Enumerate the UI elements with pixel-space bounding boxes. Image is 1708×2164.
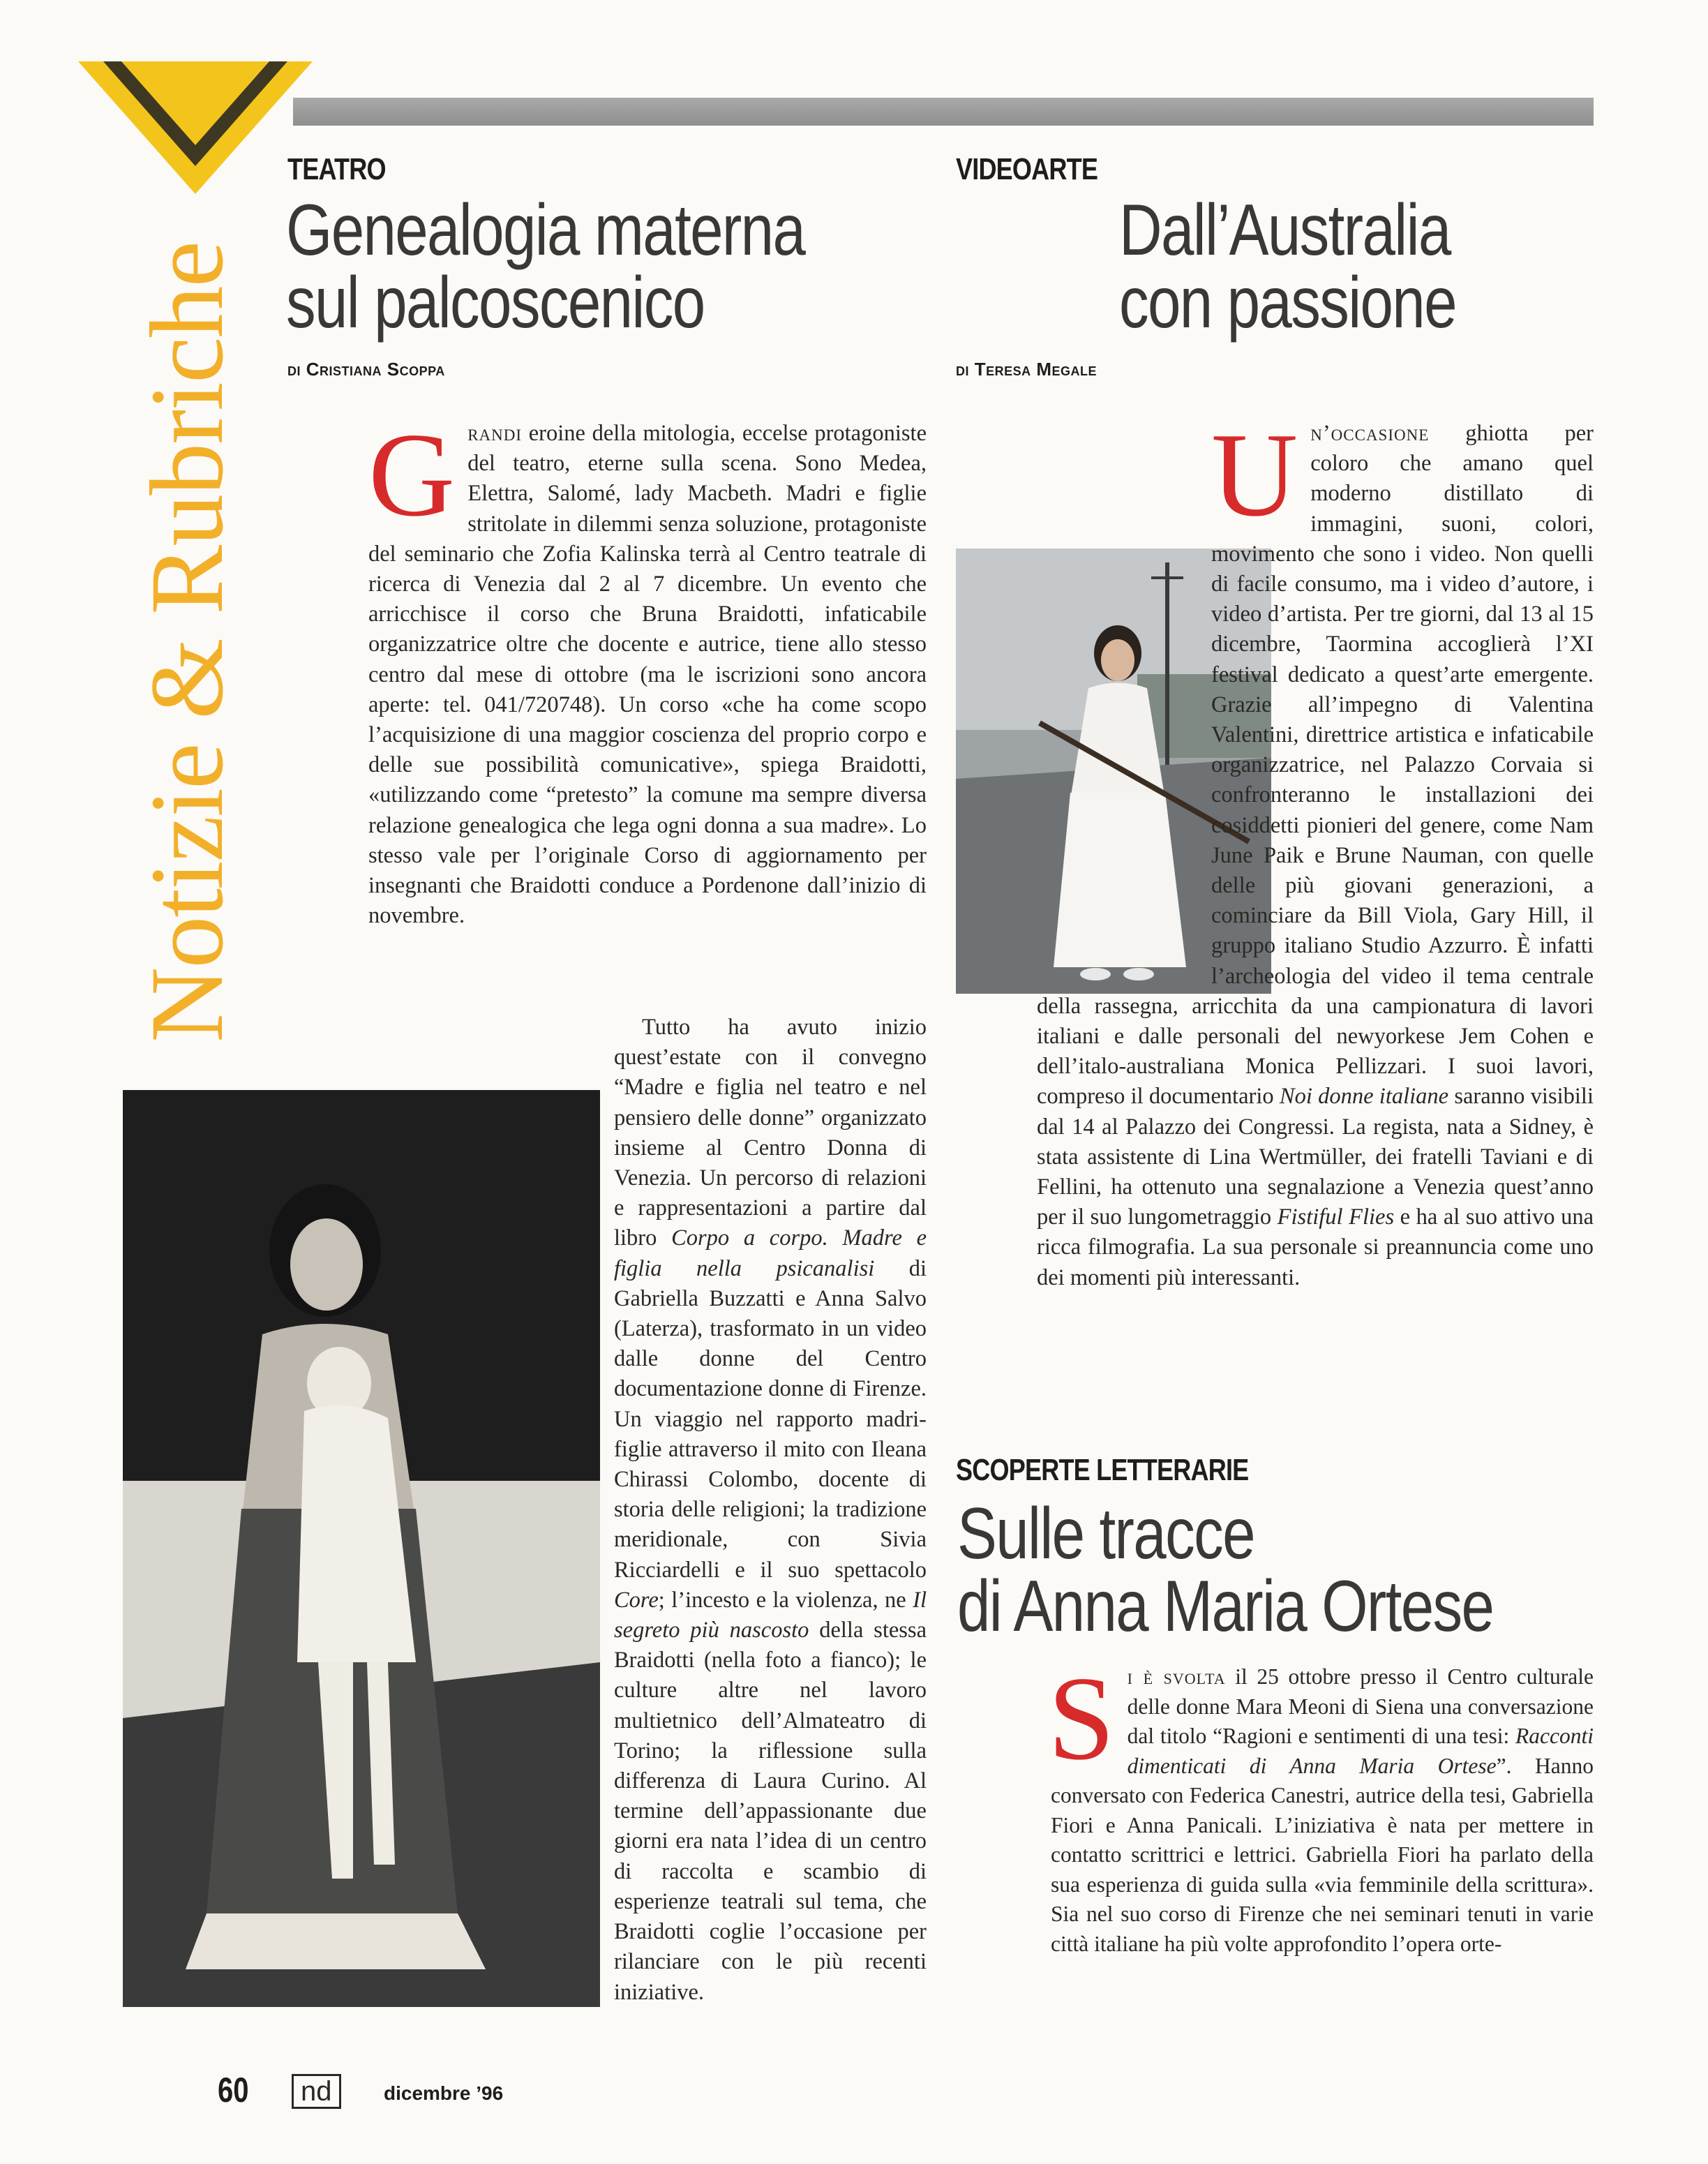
teatro-p2-intro: Tutto ha avuto inizio quest’estate con il convegno “Madre e figlia nel teatro e nel pensiero delle donne” organizzato insieme al Centro Donna di Venezia. Un percorso di relazioni e rappresentazioni a partire dal libro — [614, 1015, 927, 1251]
videoarte-lead: n’occasione — [1310, 421, 1430, 446]
teatro-p2-core: Core — [614, 1587, 659, 1613]
issue-date: dicembre ’96 — [384, 2082, 504, 2104]
teatro-title-line2: sul palcoscenico — [286, 262, 705, 343]
videoarte-byline: di Teresa Megale — [956, 359, 1098, 380]
scoperte-p1-title: Racconti dimenticati di Anna Maria Ortese — [1127, 1724, 1594, 1778]
page-number: 60 — [218, 2070, 249, 2110]
scoperte-lead: i è svolta — [1127, 1664, 1226, 1689]
teatro-p2-middle: di Gabriella Buzzatti e Anna Salvo (Laterza), trasformato in un video dalle donne del Centro documentazione donne di Firenze. Un viaggio nel rapporto madri-figlie attraverso il mito con Ileana Chirassi Colombo, docente di storia delle religioni; la tradizione meridionale, con Sivia Ricciardelli e il suo spettacolo — [614, 1255, 927, 1583]
videoarte-body — [1037, 409, 1594, 1293]
videoarte-p1-a: ghiotta per coloro che amano quel moderno distillato di immagini, suoni, colori, movimento che sono i video. Non quelli di facile consumo, ma i video d’autore, i video d’artista. Per tre giorni, dal 13 al 15 dicembre, Taormina accoglierà l’XI festival dedicato a quest’arte emergente. Grazie all’impegno di Valentina Valentini, direttrice artistica e infaticabile organizzatrice, nel Palazzo Corvaia si confronteranno le installazioni dei cosiddetti pionieri del genere, come Nam June Paik e Brune Nauman, con quelle delle più giovani generazioni, a cominciare da Bill Viola, Gary Hill, il gruppo italiano Studio Azzurro. È infatti l’archeologia del video il tema centrale della rassegna, arricchita da una campionatura di lavori italiani e dalle personali del newyorkese Jem Cohen e dell’italo-australiana Monica Pellizzari. I suoi lavori, compreso il documentario — [1037, 421, 1594, 1110]
teatro-paragraph-2 — [368, 1013, 927, 2017]
scoperte-title-line2: di Anna Maria Ortese — [957, 1566, 1494, 1647]
teatro-byline: di Cristiana Scoppa — [287, 359, 445, 380]
videoarte-p1-b: saranno visibili dal 14 al Palazzo dei Congressi. La regista, nata a Sidney, è stata assistente di Lina Wertmüller, dei fratelli Taviani e di Fellini, ha ottenuto una segnalazione a Venezia quest’anno per il suo lungometraggio — [1037, 1084, 1594, 1230]
teatro-paragraph-1: eroine della mitologia, eccelse protagoniste del teatro, eterne sulla scena. Sono Medea, Elettra, Salomé, lady Macbeth. Madri e figlie stritolate in dilemmi senza soluzione, protagoniste del seminario che Zofia Kalinska terrà al Centro teatrale di ricerca di Venezia dal 2 al 7 dicembre. Un evento che arricchisce il corso che Bruna Braidotti, infaticabile organizzatrice oltre che docente e autrice, tiene allo stesso centro dal mese di ottobre (ma le iscrizioni sono ancora aperte: tel. 041/720748). Un corso «che ha come scopo l’acquisizione di una maggior coscienza del proprio corpo e delle sue possibilità comunicative», spiega Braidotti, «utilizzando come “pretesto” la comune ma sempre diversa relazione genealogica che lega ogni donna a sua madre». Lo stesso vale per l’originale Corso di aggiornamento per insegnanti che Braidotti conduce a Pordenone dall’inizio di novembre. — [368, 421, 927, 929]
videoarte-p1-c: e ha al suo attivo una ricca filmografia. La sua personale si preannuncia come uno dei momenti più interessanti. — [1037, 1204, 1594, 1290]
scoperte-p1-b: ”. Hanno conversato con Federica Canestri, autrice della tesi, Gabriella Fiori e Anna Panicali. L’iniziativa è nata per mettere in contatto scrittrici e lettrici. Gabriella Fiori ha parlato della sua esperienza di guida sulla «via femminile della scrittura». Sia nel suo corso di Firenze che nei seminari tenuti in varie città italiane ha più volte approfondito l’opera orte- — [1051, 1753, 1594, 1956]
scoperte-p1-a: il 25 ottobre presso il Centro culturale delle donne Mara Meoni di Siena una conversazione dal titolo “Ragioni e sentimenti di una tesi: — [1127, 1664, 1594, 1748]
teatro-lead: randi — [467, 421, 523, 446]
videoarte-title-line2: con passione — [1119, 262, 1456, 343]
teatro-p2-book: Corpo a corpo. Madre e figlia nella psicanalisi — [614, 1225, 927, 1281]
videoarte-p1-film: Fistiful Flies — [1277, 1204, 1395, 1230]
scoperte-body — [1048, 1652, 1594, 1959]
scoperte-dropcap: S — [1048, 1652, 1115, 1785]
teatro-body-top — [368, 409, 927, 931]
teatro-p2-end: della stessa Braidotti (nella foto a fianco); le culture altre nel lavoro multietnico dell’Almateatro di Torino; la riflessione sulla differenza di Laura Curino. Al termine dell’appassionante due giorni era nata l’idea di un centro di raccolta e scambio di esperienze teatrali sul tema, che Braidotti coglie l’occasione per rilanciare con le più recenti iniziative. — [614, 1618, 927, 2005]
section-triangle-icon — [78, 61, 313, 194]
videoarte-kicker: VIDEOARTE — [956, 152, 1098, 186]
teatro-kicker: TEATRO — [287, 152, 386, 186]
videoarte-p1-doc: Noi donne italiane — [1279, 1084, 1449, 1110]
magazine-logo: nd — [292, 2074, 341, 2109]
teatro-dropcap: G — [368, 409, 456, 542]
videoarte-dropcap: U — [1211, 409, 1298, 542]
scoperte-title-line1: Sulle tracce — [957, 1493, 1254, 1574]
header-rule — [293, 98, 1594, 126]
scoperte-kicker: SCOPERTE LETTERARIE — [956, 1453, 1249, 1487]
videoarte-title-line1: Dall’Australia — [1119, 190, 1451, 271]
teatro-p2-segreto: Il segreto più nascosto — [614, 1587, 927, 1643]
teatro-p2-incesto: ; l’incesto e la violenza, ne — [658, 1587, 913, 1613]
section-title: Notizie & Rubriche — [129, 241, 245, 1043]
teatro-title-line1: Genealogia materna — [286, 190, 805, 271]
